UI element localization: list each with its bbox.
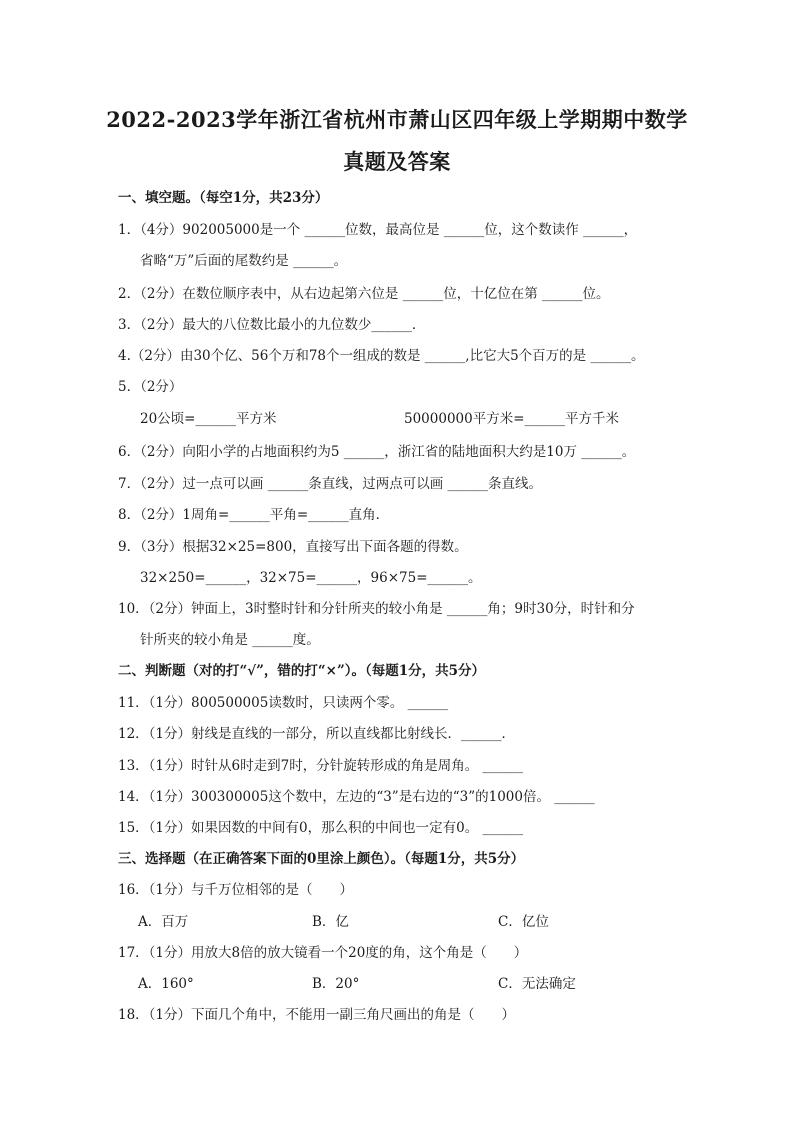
question-10-cont: 针所夹的较小角是 ______度。 <box>140 632 320 648</box>
question-1: 1．（4分）902005000是一个 ______位数，最高位是 ______位，这个数读作 ______， <box>118 222 638 238</box>
question-16-option-a: A．百万 <box>138 914 189 930</box>
question-14: 14．（1分）300300005这个数中，左边的“3”是右边的“3”的1000倍。 ______ <box>118 789 595 805</box>
question-17-option-b: B．20° <box>312 976 360 992</box>
title-line-1: 2022-2023学年浙江省杭州市萧山区四年级上学期期中数学 <box>106 107 688 132</box>
question-9-parts: 32×250=______，32×75=______，96×75=______。 <box>140 570 482 586</box>
question-18: 18．（1分）下面几个角中，不能用一副三角尺画出的角是（ ） <box>118 1007 516 1023</box>
question-17-option-a: A．160° <box>138 976 194 992</box>
question-3: 3．（2分）最大的八位数比最小的九位数少______． <box>118 317 426 333</box>
question-9: 9．（3分）根据32×25=800，直接写出下面各题的得数。 <box>118 539 468 555</box>
question-4: 4.（2分）由30个亿、56个万和78个一组成的数是 ______,比它大5个百万的是 ______。 <box>118 348 645 364</box>
question-10: 10．（2分）钟面上，3时整时针和分针所夹的较小角是 ______角；9时30分，时针和分 <box>118 601 635 617</box>
section-multiple-choice: 三、选择题（在正确答案下面的0里涂上颜色）。（每题1分，共5分） <box>118 851 525 867</box>
question-13: 13．（1分）时针从6时走到7时，分针旋转形成的角是周角。 ______ <box>118 758 523 774</box>
question-7: 7．（2分）过一点可以画 ______条直线，过两点可以画 ______条直线。 <box>118 476 543 492</box>
question-16-option-b: B．亿 <box>312 914 349 930</box>
question-2: 2．（2分）在数位顺序表中，从右边起第六位是 ______位，十亿位在第 ______位。 <box>118 286 610 302</box>
question-17: 17．（1分）用放大8倍的放大镜看一个20度的角，这个角是（ ） <box>118 945 528 961</box>
question-5: 5．（2分） <box>118 379 183 395</box>
section-true-false: 二、判断题（对的打“√”，错的打“×”）。（每题1分，共5分） <box>118 663 486 679</box>
question-6: 6．（2分）向阳小学的占地面积约为5 ______，浙江省的陆地面积大约是10万 ______。 <box>118 444 636 460</box>
question-8: 8．（2分）1周角=______平角=______直角． <box>118 507 390 523</box>
question-17-option-c: C．无法确定 <box>498 976 576 992</box>
question-11: 11．（1分）800500005读数时，只读两个零。 ______ <box>118 695 449 711</box>
question-5-part-b: 50000000平方米=______平方千米 <box>404 411 620 427</box>
question-16: 16．（1分）与千万位相邻的是（ ） <box>118 882 354 898</box>
question-5-part-a: 20公顷=______平方米 <box>140 411 277 427</box>
title-line-2: 真题及答案 <box>343 149 451 174</box>
section-fill-in: 一、填空题。（每空1分，共23分） <box>118 190 329 206</box>
question-12: 12．（1分）射线是直线的一部分，所以直线都比射线长．______． <box>118 726 516 742</box>
question-1-cont: 省略“万”后面的尾数约是 ______。 <box>140 253 348 269</box>
question-16-option-c: C．亿位 <box>498 914 549 930</box>
question-15: 15．（1分）如果因数的中间有0，那么积的中间也一定有0。 ______ <box>118 820 523 836</box>
